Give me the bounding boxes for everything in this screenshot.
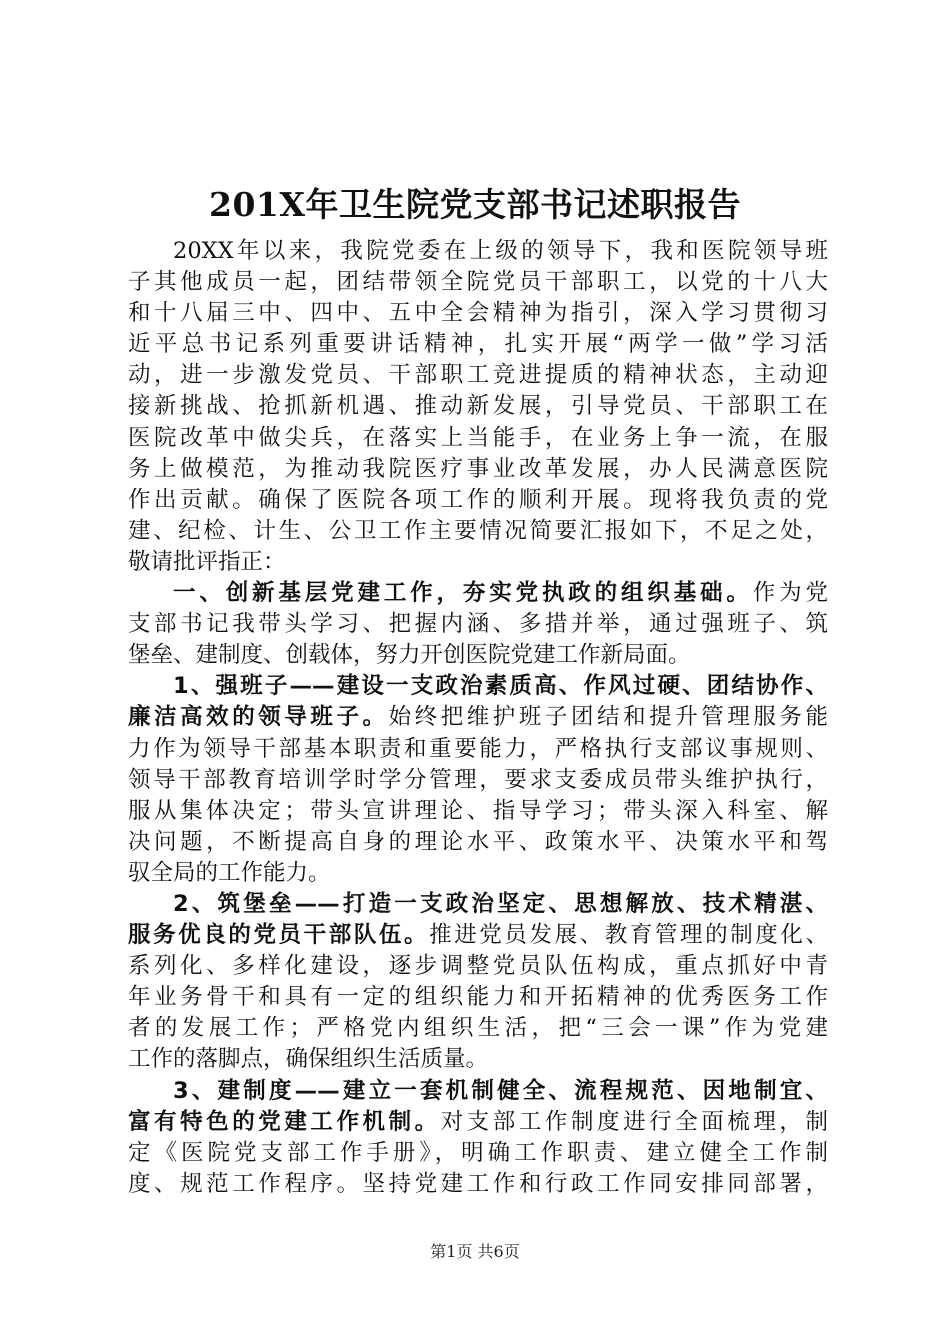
line-text: 敬请批评指正： <box>128 548 286 575</box>
line-text: 医院改革中做尖兵，在落实上当能手，在业务上争一流，在服 <box>128 424 828 451</box>
line-text: 系列化、多样化建设，逐步调整党员队伍构成，重点抓好中青 <box>128 953 828 980</box>
paragraph-line <box>128 547 828 578</box>
paragraph-line <box>128 1044 828 1075</box>
paragraph-line <box>128 391 828 422</box>
line-text: 20XX年以来，我院党委在上级的领导下，我和医院领导班 <box>173 238 828 264</box>
section-heading-line <box>128 578 828 609</box>
paragraph-line <box>128 796 828 827</box>
line-text: 推进党员发展、教育管理的制度化、 <box>429 922 828 949</box>
line-text: 定《医院党支部工作手册》，明确工作职责、建立健全工作制 <box>128 1139 828 1166</box>
paragraph-line <box>128 329 828 360</box>
line-text: 接新挑战、抢抓新机遇、推动新发展，引导党员、干部职工在 <box>128 393 828 420</box>
line-text: 力作为领导干部基本职责和重要能力，严格执行支部议事规则、 <box>128 735 828 762</box>
subsection-heading-line <box>128 889 828 920</box>
paragraph-line <box>128 858 828 889</box>
line-text: 服从集体决定；带头宣讲理论、指导学习；带头深入科室、解 <box>128 797 828 824</box>
paragraph-line <box>128 702 828 733</box>
paragraph-line <box>128 298 828 329</box>
line-text: 和十八届三中、四中、五中全会精神为指引，深入学习贯彻习 <box>128 300 828 327</box>
paragraph-line <box>128 765 828 796</box>
paragraph-line <box>128 920 828 951</box>
subsection-heading-continued: 富有特色的党建工作机制。 <box>128 1108 441 1135</box>
line-text: 决问题，不断提高自身的理论水平、政策水平、决策水平和驾 <box>128 828 828 855</box>
paragraph-line <box>128 1169 828 1200</box>
paragraph-line <box>128 827 828 858</box>
paragraph-line <box>128 516 828 547</box>
subsection-heading-continued: 廉洁高效的领导班子。 <box>128 704 389 731</box>
line-text: 近平总书记系列重要讲话精神，扎实开展“两学一做”学习活 <box>128 331 828 358</box>
paragraph-line <box>128 951 828 982</box>
paragraph-line <box>128 1138 828 1169</box>
subsection-heading: 3、建制度——建立一套机制健全、流程规范、因地制宜、 <box>173 1077 828 1104</box>
line-text: 领导干部教育培训学时学分管理，要求支委成员带头维护执行， <box>128 766 828 793</box>
paragraph-line <box>128 454 828 485</box>
paragraph-line <box>128 734 828 765</box>
subsection-heading: 2、筑堡垒——打造一支政治坚定、思想解放、技术精湛、 <box>173 890 828 917</box>
line-text: 子其他成员一起，团结带领全院党员干部职工，以党的十八大 <box>128 269 828 296</box>
line-text: 建、纪检、计生、公卫工作主要情况简要汇报如下，不足之处， <box>128 517 828 544</box>
document-body <box>128 236 828 1200</box>
page-number: 第1页 共6页 <box>430 1242 520 1261</box>
line-text: 务上做模范，为推动我院医疗事业改革发展，办人民满意医院 <box>128 455 828 482</box>
line-text: 始终把维护班子团结和提升管理服务能 <box>388 704 828 731</box>
line-text: 动，进一步激发党员、干部职工竞进提质的精神状态，主动迎 <box>128 362 828 389</box>
section-heading: 一、创新基层党建工作，夯实党执政的组织基础。 <box>173 580 753 607</box>
line-text: 作为党 <box>752 580 828 607</box>
line-text: 堡垒、建制度、创载体，努力开创医院党建工作新局面。 <box>128 642 691 669</box>
line-text: 支部书记我带头学习、把握内涵、多措并举，通过强班子、筑 <box>128 611 828 638</box>
line-text: 年业务骨干和具有一定的组织能力和开拓精神的优秀医务工作 <box>128 984 828 1011</box>
subsection-heading: 1、强班子——建设一支政治素质高、作风过硬、团结协作、 <box>173 673 828 700</box>
subsection-heading-line <box>128 671 828 702</box>
paragraph-line <box>128 640 828 671</box>
paragraph-line <box>128 982 828 1013</box>
line-text: 作出贡献。确保了医院各项工作的顺利开展。现将我负责的党 <box>128 486 828 513</box>
paragraph-line <box>128 1013 828 1044</box>
paragraph-line <box>128 360 828 391</box>
line-text: 对支部工作制度进行全面梳理，制 <box>440 1108 828 1135</box>
paragraph-line <box>128 423 828 454</box>
paragraph-line <box>128 1107 828 1138</box>
subsection-heading-line <box>128 1076 828 1107</box>
line-text: 工作的落脚点，确保组织生活质量。 <box>128 1046 489 1073</box>
line-text: 驭全局的工作能力。 <box>128 859 331 886</box>
paragraph-line <box>128 609 828 640</box>
paragraph-line <box>128 485 828 516</box>
line-text: 者的发展工作；严格党内组织生活，把“三会一课”作为党建 <box>128 1015 828 1042</box>
paragraph-line <box>128 267 828 298</box>
line-text: 度、规范工作程序。坚持党建工作和行政工作同安排同部署， <box>128 1170 828 1197</box>
document-title: 201X年卫生院党支部书记述职报告 <box>209 185 741 224</box>
paragraph-line <box>128 236 828 267</box>
subsection-heading-continued: 服务优良的党员干部队伍。 <box>128 922 430 949</box>
